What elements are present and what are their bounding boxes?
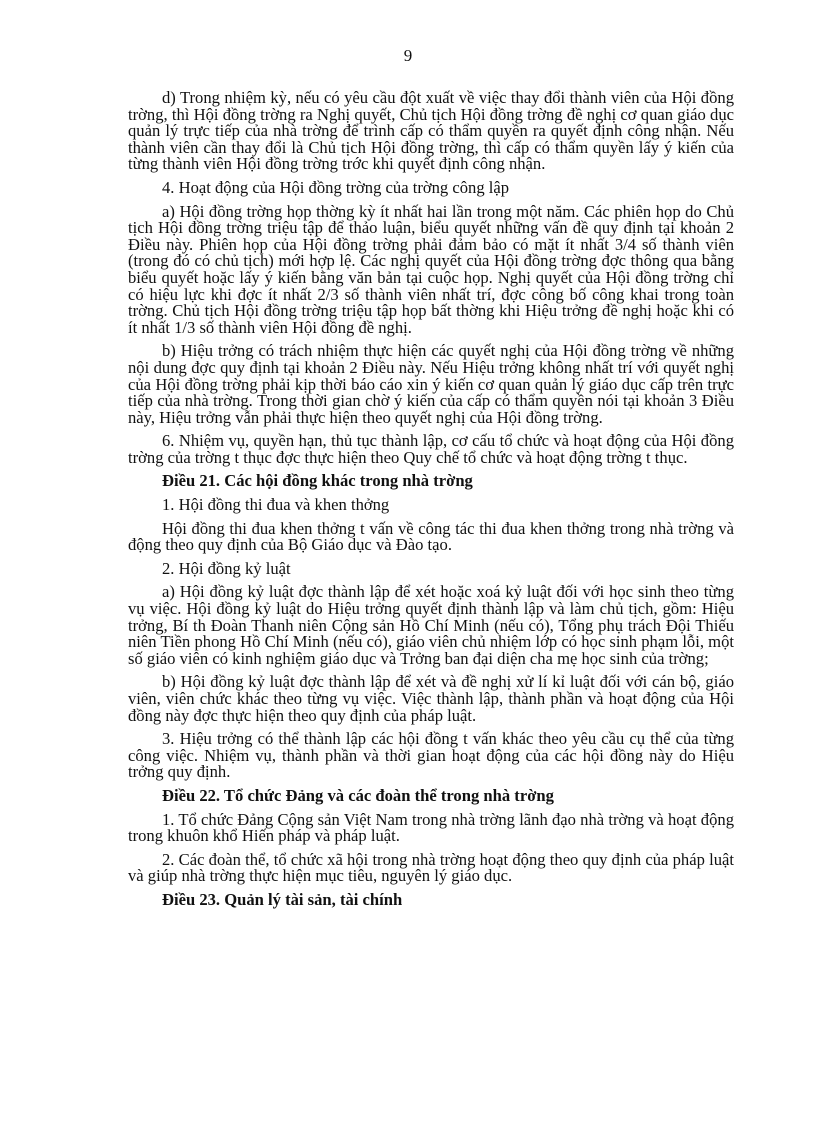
paragraph-discipline-council-title: 2. Hội đồng kỷ luật [162,558,291,578]
page-number: 9 [403,46,413,65]
paragraph-principal-duties: b) Hiệu trởng có trách nhiệm thực hiện các quyết nghị của Hội đồng trờng về những nội dung đợc quy định tại khoản 2 Điều này. Nếu Hiệu trởng không nhất trí với quyết nghị của Hội đồng trờng phải kịp thời báo cáo xin ý kiến cơ quan quản lý giáo dục cấp trên trực tiếp của nhà trờng. Trong thời gian chờ ý kiến của cấp có thẩm quyền nói tại khoản 3 Điều này, Hiệu trởng vẫn phải thực hiện theo quyết nghị của Hội đồng trờng. [128,341,734,427]
paragraph-party-organization: 1. Tổ chức Đảng Cộng sản Việt Nam trong nhà trờng lãnh đạo nhà trờng và hoạt động trong khuôn khổ Hiến pháp và pháp luật. [128,809,734,846]
article-21-heading: Điều 21. Các hội đồng khác trong nhà trờng [162,471,473,491]
paragraph-membership-change: d) Trong nhiệm kỳ, nếu có yêu cầu đột xuất về việc thay đổi thành viên của Hội đồng trờng, thì Hội đồng trờng ra Nghị quyết, Chủ tịch Hội đồng trờng đề nghị cơ quan giáo dục quản lý trực tiếp của nhà trờng để trình cấp có thẩm quyền ra quyết định công nhận. Nếu thành viên cần thay đổi là Chủ tịch Hội đồng trờng, thì cấp có thẩm quyền lấy ý kiến của từng thành viên Hội đồng trờng trớc khi quyết định công nhận. [128,88,734,174]
article-23-heading: Điều 23. Quản lý tài sản, tài chính [162,889,403,909]
paragraph-student-discipline: a) Hội đồng kỷ luật đợc thành lập để xét hoặc xoá kỷ luật đối với học sinh theo từng vụ việc. Hội đồng kỷ luật do Hiệu trởng quyết định thành lập và làm chủ tịch, gồm: Hiệu trởng, Bí th Đoàn Thanh niên Cộng sản Hồ Chí Minh (nếu có), Tổng phụ trách Đội Thiếu niên Tiền phong Hồ Chí Minh (nếu có), giáo viên chủ nhiệm lớp có học sinh phạm lỗi, một số giáo viên có kinh nghiệm giáo dục và Trởng ban đại diện cha mẹ học sinh của trờng; [128,582,734,668]
paragraph-council-meetings: a) Hội đồng trờng họp thờng kỳ ít nhất hai lần trong một năm. Các phiên họp do Chủ tịch Hội đồng trờng triệu tập để thảo luận, biểu quyết những vấn đề quy định tại khoản 2 Điều này. Phiên họp của Hội đồng trờng phải đảm bảo có mặt ít nhất 3/4 số thành viên (trong đó có chủ tịch) mới hợp lệ. Các nghị quyết của Hội đồng trờng đợc thông qua bằng biểu quyết hoặc lấy ý kiến bằng văn bản tại cuộc họp. Nghị quyết của Hội đồng trờng chỉ có hiệu lực khi đợc ít nhất 2/3 số thành viên nhất trí, đợc công bố công khai trong toàn trờng. Chủ tịch Hội đồng trờng triệu tập họp bất thờng khi Hiệu trởng đề nghị hoặc khi có ít nhất 1/3 số thành viên Hội đồng đề nghị. [128,201,734,337]
paragraph-section-4-heading: 4. Hoạt động của Hội đồng trờng của trờng công lập [162,177,510,197]
paragraph-private-school-council: 6. Nhiệm vụ, quyền hạn, thủ tục thành lập, cơ cấu tổ chức và hoạt động của Hội đồng trờng của trờng t thục đợc thực hiện theo Quy chế tổ chức và hoạt động trờng t thục. [128,431,734,467]
paragraph-emulation-council-title: 1. Hội đồng thi đua và khen thởng [162,495,390,515]
article-22-heading: Điều 22. Tổ chức Đảng và các đoàn thể trong nhà trờng [162,785,554,805]
paragraph-advisory-councils: 3. Hiệu trởng có thể thành lập các hội đồng t vấn khác theo yêu cầu cụ thể của từng công việc. Nhiệm vụ, thành phần và thời gian hoạt động của các hội đồng này do Hiệu trởng quy định. [128,729,734,782]
paragraph-staff-discipline: b) Hội đồng kỷ luật đợc thành lập để xét và đề nghị xử lí kỉ luật đối với cán bộ, giáo viên, viên chức khác theo từng vụ việc. Việc thành lập, thành phần và hoạt động của Hội đồng này đợc thực hiện theo quy định của pháp luật. [128,672,734,725]
paragraph-mass-organizations: 2. Các đoàn thể, tổ chức xã hội trong nhà trờng hoạt động theo quy định của pháp luật và giúp nhà trờng thực hiện mục tiêu, nguyên lý giáo dục. [128,849,734,886]
paragraph-emulation-council: Hội đồng thi đua khen thởng t vấn về công tác thi đua khen thởng trong nhà trờng và động theo quy định của Bộ Giáo dục và Đào tạo. [128,518,734,555]
page-body [128,90,734,909]
